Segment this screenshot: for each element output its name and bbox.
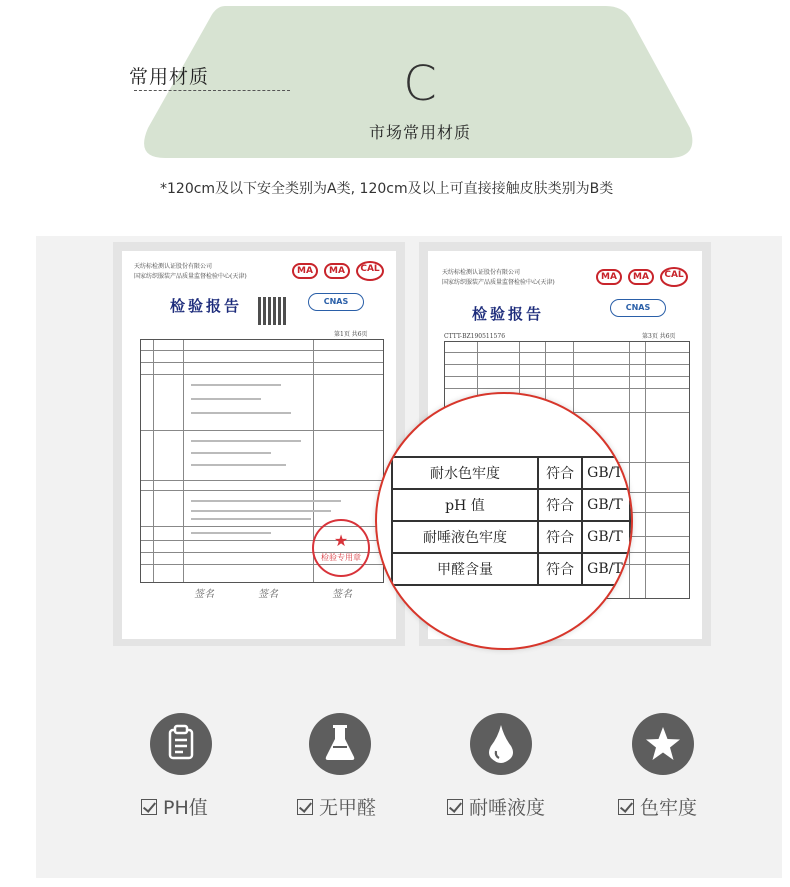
report-org-line1: 天纺标检测认证股份有限公司: [442, 269, 521, 276]
star-icon: [632, 713, 694, 775]
report-org-line2: 国家纺织服装产品质量监督检验中心(天津): [134, 273, 247, 280]
test-item: pH 值: [392, 489, 538, 521]
checkbox-icon: [141, 799, 157, 815]
table-row: [392, 521, 630, 553]
table-row: [392, 457, 630, 489]
section-title: 常用材质: [129, 66, 210, 88]
inspection-seal: ★ 检验专用章: [312, 519, 370, 577]
feature-label: 无甲醛: [319, 797, 377, 819]
feature-label: 耐唾液度: [469, 797, 546, 819]
qr-code: [258, 297, 286, 325]
title-underline: [134, 90, 290, 91]
drop-icon: [470, 713, 532, 775]
cnas-logo: CNAS: [308, 293, 364, 311]
feature-item-colorfastness: [618, 793, 697, 820]
feature-item-formaldehyde: [297, 793, 376, 820]
report-title: 检验报告: [170, 297, 243, 315]
magnifier-callout: [375, 392, 633, 650]
report-org-line1: 天纺标检测认证股份有限公司: [134, 263, 213, 270]
report-page: 第3页 共6页: [642, 333, 676, 340]
signature: 签名: [258, 589, 278, 600]
feature-item-ph: [141, 793, 208, 820]
flask-icon: [309, 713, 371, 775]
test-standard: GB/T: [582, 553, 630, 585]
ma-stamp: MA: [596, 269, 622, 285]
cal-stamp: CAL: [356, 261, 384, 281]
feature-label: 色牢度: [640, 797, 698, 819]
test-standard: GB/T: [582, 457, 630, 489]
ma-stamp: MA: [628, 269, 654, 285]
ma-stamp: MA: [292, 263, 318, 279]
report-page: 第1页 共6页: [334, 331, 368, 338]
ma-stamp: MA: [324, 263, 350, 279]
seal-text: 检验专用章: [321, 553, 361, 562]
signature: 签名: [194, 589, 214, 600]
checkbox-icon: [297, 799, 313, 815]
table-row: [392, 489, 630, 521]
report-card-1: [113, 242, 405, 646]
test-result: 符合: [538, 457, 582, 489]
test-result: 符合: [538, 553, 582, 585]
test-result: 符合: [538, 521, 582, 553]
magnified-results-table: [391, 456, 631, 586]
grade-letter: C: [403, 56, 437, 112]
test-result: 符合: [538, 489, 582, 521]
report-title: 检验报告: [472, 305, 545, 323]
feature-label: PH值: [163, 797, 208, 819]
signature: 签名: [332, 589, 352, 600]
table-row: [392, 553, 630, 585]
checkbox-icon: [447, 799, 463, 815]
test-item: 耐水色牢度: [392, 457, 538, 489]
safety-note: *120cm及以下安全类别为A类, 120cm及以上可直接接触皮肤类别为B类: [160, 181, 614, 197]
test-item: 甲醛含量: [392, 553, 538, 585]
feature-item-saliva: [447, 793, 545, 820]
report-number: CTTT-BZ190511576: [444, 333, 506, 340]
test-standard: GB/T: [582, 489, 630, 521]
grade-subtitle: 市场常用材质: [368, 123, 471, 142]
test-item: 耐唾液色牢度: [392, 521, 538, 553]
cnas-logo: CNAS: [610, 299, 666, 317]
test-standard: GB/T: [582, 521, 630, 553]
clipboard-icon: [150, 713, 212, 775]
cal-stamp: CAL: [660, 267, 688, 287]
report-org-line2: 国家纺织服装产品质量监督检验中心(天津): [442, 279, 555, 286]
checkbox-icon: [618, 799, 634, 815]
